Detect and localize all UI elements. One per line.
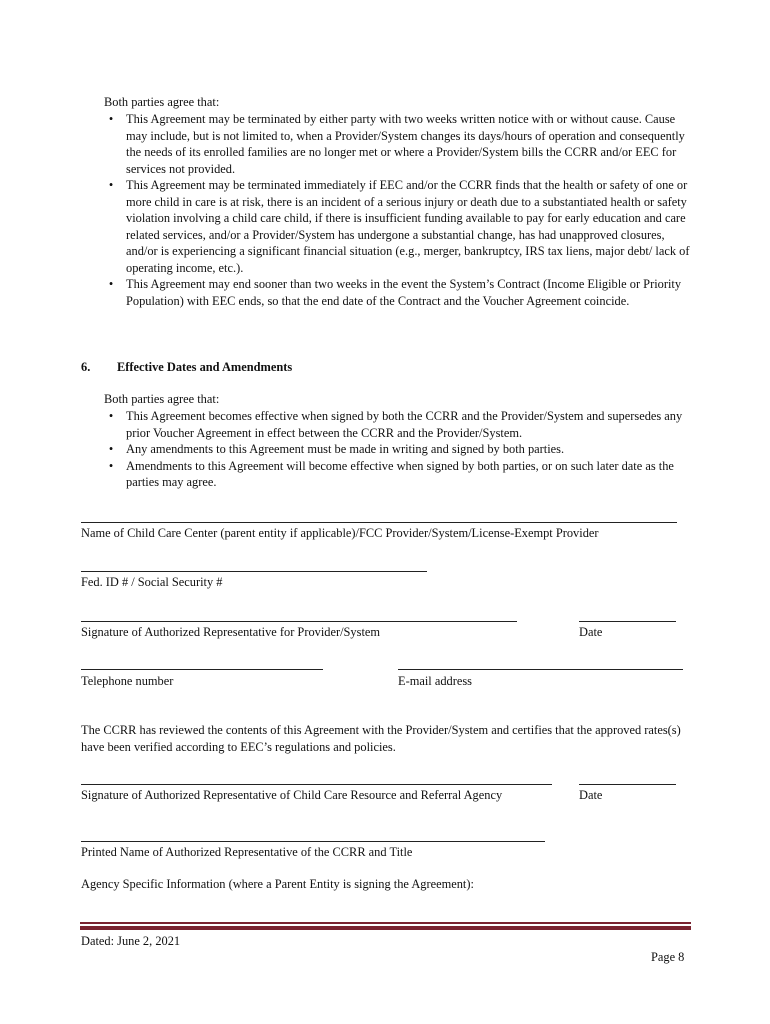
ccrr-date-label: Date xyxy=(579,788,603,802)
printed-name-line[interactable] xyxy=(81,841,545,842)
list-item: • This Agreement may be terminated by either party with two weeks written notice with or without cause. Cause may include, but is not limited to, when a Provider/System changes its days/hours of operation and consequently the needs of its enrolled families are no longer met or where a Provider/System bills the CCRR and/or EEC for services not provided. xyxy=(104,111,694,177)
email-label: E-mail address xyxy=(398,674,472,688)
provider-name-label: Name of Child Care Center (parent entity if applicable)/FCC Provider/System/License-Exempt Provider xyxy=(81,526,599,540)
fed-id-line[interactable] xyxy=(81,571,427,572)
printed-name-label: Printed Name of Authorized Representative of the CCRR and Title xyxy=(81,845,413,859)
bullet-icon: • xyxy=(108,112,114,126)
section-6-intro: Both parties agree that: xyxy=(104,392,220,406)
ccrr-certification-statement: The CCRR has reviewed the contents of this Agreement with the Provider/System and certifies that the approved rates(s) have been verified according to EEC’s regulations and policies. xyxy=(81,723,681,754)
bullet-icon: • xyxy=(108,178,114,192)
footer-rule xyxy=(80,922,691,924)
bullet-icon: • xyxy=(108,409,114,423)
fed-id-label: Fed. ID # / Social Security # xyxy=(81,575,223,589)
bullet-icon: • xyxy=(108,442,114,456)
section-6-heading xyxy=(81,359,292,376)
provider-date-line[interactable] xyxy=(579,621,676,622)
list-item: • This Agreement may be terminated immediately if EEC and/or the CCRR finds that the health or safety of one or more child in care is at risk, there is an incident of a serious injury or death due to a substantiated health or safety violation involving a child care child, if there is insufficient funding available to pay for early education and care related services, and/or a Provider/System has undergone a substantial change, has had unapproved closures, and/or is experiencing a significant financial situation (e.g., merger, bankruptcy, IRS tax liens, major debt/ lack of operating income, etc.). xyxy=(104,177,694,276)
termination-intro: Both parties agree that: xyxy=(104,95,220,109)
termination-bullet-list xyxy=(104,111,694,309)
provider-signature-line[interactable] xyxy=(81,621,517,622)
footer-dated: Dated: June 2, 2021 xyxy=(81,934,181,948)
section-number: 6. xyxy=(81,360,91,374)
provider-date-label: Date xyxy=(579,625,603,639)
provider-signature-label: Signature of Authorized Representative for Provider/System xyxy=(81,625,381,639)
provider-name-line[interactable] xyxy=(81,522,677,523)
agency-info-label: Agency Specific Information (where a Parent Entity is signing the Agreement): xyxy=(81,877,474,891)
list-item: • Any amendments to this Agreement must be made in writing and signed by both parties. xyxy=(104,441,694,458)
section-title: Effective Dates and Amendments xyxy=(117,360,293,374)
footer-rule-thick xyxy=(80,926,691,930)
list-item: • This Agreement becomes effective when signed by both the CCRR and the Provider/System and supersedes any prior Voucher Agreement in effect between the CCRR and the Provider/System. xyxy=(104,408,694,441)
bullet-icon: • xyxy=(108,277,114,291)
list-item: • Amendments to this Agreement will become effective when signed by both parties, or on such later date as the parties may agree. xyxy=(104,458,694,491)
ccrr-signature-label: Signature of Authorized Representative of Child Care Resource and Referral Agency xyxy=(81,788,503,802)
ccrr-date-line[interactable] xyxy=(579,784,676,785)
ccrr-signature-line[interactable] xyxy=(81,784,552,785)
bullet-icon: • xyxy=(108,458,114,473)
list-item: • This Agreement may end sooner than two weeks in the event the System’s Contract (Income Eligible or Priority Population) with EEC ends, so that the end date of the Contract and the Voucher Agreement coincide. xyxy=(104,276,694,309)
email-line[interactable] xyxy=(398,669,683,670)
section-6-bullet-list xyxy=(104,408,694,491)
page-number: Page 8 xyxy=(651,950,685,964)
telephone-line[interactable] xyxy=(81,669,323,670)
telephone-label: Telephone number xyxy=(81,674,174,688)
